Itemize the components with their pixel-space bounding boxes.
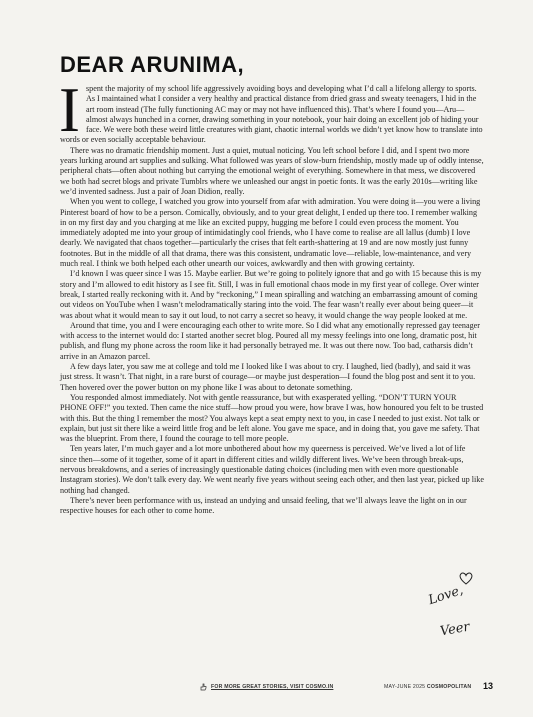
letter-paragraph: Ispent the majority of my school life aggressively avoiding boys and developing what I’d call a lifelong allergy to sports. As I maintained what I consider a very healthy and practical distance from dried grass and sweaty teenagers, I hid in the art room instead (The fully functioning AC may or may not have influenced this). That’s where I found you—Aru—almost always hunched in a corner, drawing something in your notebook, your hair doing an excellent job of hiding your face. We were both these weird little creatures with giant, chaotic internal worlds we didn’t yet know how to translate into words or even socially acceptable behaviour. xyxy=(59,75,483,145)
letter-paragraph: You responded almost immediately. Not with gentle reassurance, but with exasperated yelling. “DON’T TURN YOUR PHONE OFF!” you texted. Then came the nice stuff—how proud you were, how brave I was, how honoured you felt to be trusted with this. But the thing I remember the most? You always kept a seat empty next to you, in case I needed to just exist. Not talk or explain, but just sit there like a weird little frog and be left alone. You gave me space, and in doing that, you gave me safety. That was the blueprint. From there, I found the courage to tell more people. xyxy=(60,392,484,444)
drop-cap: I xyxy=(59,75,80,145)
letter-paragraph: A few days later, you saw me at college and told me I looked like I was about to cry. I laughed, lied (badly), and said it was just stress. It wasn’t. That night, in a rare burst of courage—or maybe just desperation—I found the blog post and sent it to you. Then hovered over the power button on my phone like I was about to detonate something. xyxy=(60,362,476,392)
pointing-hand-icon xyxy=(200,683,208,691)
issue-line xyxy=(384,684,471,690)
brand-name: COSMOPOLITAN xyxy=(426,684,472,690)
letter-paragraph: When you went to college, I watched you grow into yourself from afar with admiration. You were doing it—you were a living Pinterest board of how to be a person. Comically, obviously, and to your great delight, I ended up there too. I remember walking in on my first day and you charging at me like an excited puppy, hugging me before I could even process the moment. You immediately adopted me into your group of intimidatingly cool friends, who I have come to realise are all lallus (dumb) I love dearly. We navigated that chaos together—particularly the crises that felt earth-shattering at 19 and are now mostly just funny footnotes. But in the middle of all that drama, there was this consistent, undramatic love—reliable, low-maintenance, and very much real. I think we both helped each other unearth our voices, awkwardly and then with growing certainty. xyxy=(60,197,481,269)
letter-paragraph: I’d known I was queer since I was 15. Maybe earlier. But we’re going to politely ignore that and go with 15 because this is my story and I’m allowed to edit history as I see fit. Still, I was in full emotional chaos mode in my first year of college. Over winter break, I started really reckoning with it. And by “reckoning,” I mean spiralling and watching an embarrassing amount of coming out videos on YouTube when I wasn’t melodramatically staring into the void. The fear wasn’t really ever about being queer—it was about what it would mean to say it out loud, to not carry a secret so heavy, it would change the way people looked at me. xyxy=(60,269,482,320)
page-number: 13 xyxy=(483,681,494,691)
signature: Veer xyxy=(438,619,471,640)
letter-body xyxy=(59,75,484,516)
letter-paragraph: Around that time, you and I were encouraging each other to write more. So I did what any emotionally repressed gay teenager with access to the internet would do: I started another secret blog. Poured all my messy feelings into one long, dramatic post, hit publish, and flung my phone across the room like it had personally betrayed me. It was out there now. Too bad, catharsis didn’t arrive in an Amazon parcel. xyxy=(60,320,480,361)
heart-icon xyxy=(458,570,474,586)
issue-date: MAY-JUNE 2025 xyxy=(384,684,426,690)
letter-paragraph: There’s never been performance with us, instead an undying and unsaid feeling, that we’ll always leave the light on in our respective houses for each other to come home. xyxy=(60,495,467,516)
letter-heading: DEAR ARUNIMA, xyxy=(60,52,245,77)
page-footer xyxy=(0,682,533,696)
promo-link[interactable]: FOR MORE GREAT STORIES, VISIT COSMO.IN xyxy=(211,684,334,690)
signature-block xyxy=(418,570,498,650)
sign-off: Love, xyxy=(426,582,466,609)
promo-line[interactable] xyxy=(200,683,333,691)
letter-paragraph: There was no dramatic friendship moment. Just a quiet, mutual noticing. You left school before I did, and I spent two more years lurking around art supplies and sulking. What followed was years of slow-burn friendship, mostly made up of oddly intense, peripheral chats—often about nothing but carrying the emotional weight of everything. Somewhere in that mess, we discovered we both had secret blogs and private Tumblrs where we unleashed our angst in poetic fonts. It was the early 2010s—writing like we’d invented sadness. Just a pair of Joan Didion, really. xyxy=(60,145,484,196)
letter-paragraph: Ten years later, I’m much gayer and a lot more unbothered about how my queerness is perceived. We’ve lived a lot of life since then—some of it together, some of it apart in different cities and wildly different lives. We’ve been through break-ups, nervous breakdowns, and a series of increasingly questionable dating choices (including men with even more questionable Instagram stories). We don’t talk every day. We went nearly five years without seeing each other, and then last year, picked up like nothing had changed. xyxy=(60,444,484,495)
